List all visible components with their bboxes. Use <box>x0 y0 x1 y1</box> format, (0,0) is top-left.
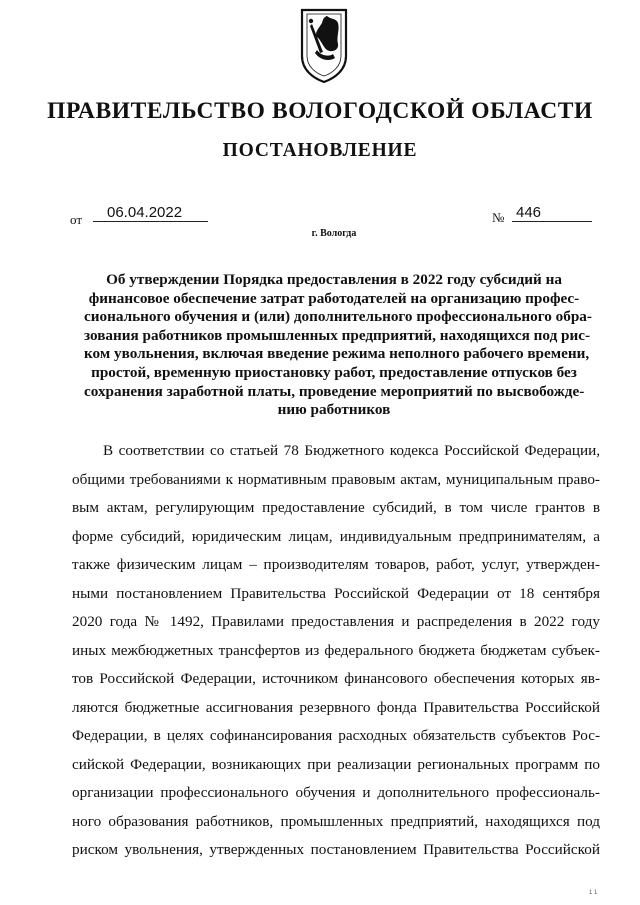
heading-line: зования работников промышленных предприятий, находящихся под рис- <box>84 326 591 344</box>
document-body <box>72 437 600 865</box>
body-line: ными постановлением Правительства Российской Федерации от 18 сентября <box>72 584 600 602</box>
body-line: ляются бюджетные ассигнования резервного фонда Правительства Российской <box>72 698 600 716</box>
vologda-coat-of-arms-icon <box>299 6 349 84</box>
body-line: риском увольнения, утвержденных постановлением Правительства Российской <box>72 841 600 858</box>
heading-line: простой, временную приостановку работ, предоставление отпусков без <box>91 363 577 381</box>
organization-title: ПРАВИТЕЛЬСТВО ВОЛОГОДСКОЙ ОБЛАСТИ <box>47 98 593 124</box>
body-line: тов Российской Федерации, источником финансового обеспечения которых яв- <box>72 670 600 687</box>
body-line: общими требованиями к нормативным правовым актам, муниципальным право- <box>72 470 600 488</box>
body-line: Федерации, в целях софинансирования расходных обязательств субъектов Рос- <box>72 727 600 744</box>
document-heading <box>84 271 592 420</box>
heading-line: ком увольнения, включая введение режима неполного рабочего времени, <box>84 345 590 363</box>
heading-line: финансовое обеспечение затрат работодателей на организацию профес- <box>88 289 580 307</box>
page-stamp: 1 1 <box>589 890 598 896</box>
body-line: также физическим лицам – производителям товаров, работ, услуг, утвержден- <box>72 556 600 573</box>
city-label: г. Вологда <box>311 228 357 239</box>
body-line: 2020 года № 1492, Правилами предоставления и распределения в 2022 году <box>72 613 600 630</box>
body-line: форме субсидий, юридическим лицам, индивидуальным предпринимателям, а <box>72 527 600 545</box>
heading-line: нию работников <box>277 401 391 419</box>
body-line: ного образования работников, промышленных предприятий, находящихся под <box>72 812 600 830</box>
number-label: № <box>492 210 505 225</box>
heading-line: Об утверждении Порядка предоставления в 2022 году субсидий на <box>106 271 562 288</box>
document-number: 446 <box>512 205 592 222</box>
document-date: 06.04.2022 <box>93 205 208 222</box>
document-type: ПОСТАНОВЛЕНИЕ <box>222 140 418 161</box>
body-line: иных межбюджетных трансфертов из федерального бюджета бюджетам субъек- <box>72 641 600 659</box>
body-line: вым актам, регулирующим предоставление субсидий, в том числе грантов в <box>72 499 600 516</box>
body-line: сийской Федерации, возникающих при реализации региональных программ по <box>72 755 600 773</box>
heading-line: сионального обучения и (или) дополнительного профессионального обра- <box>84 308 592 326</box>
date-label: от <box>70 212 83 227</box>
body-line: организации профессионального обучения и дополнительного профессиональ- <box>72 784 600 801</box>
body-line: В соответствии со статьей 78 Бюджетного кодекса Российской Федерации, <box>103 442 600 459</box>
heading-line: сохранения заработной платы, проведение мероприятий по высвобожде- <box>84 382 585 400</box>
